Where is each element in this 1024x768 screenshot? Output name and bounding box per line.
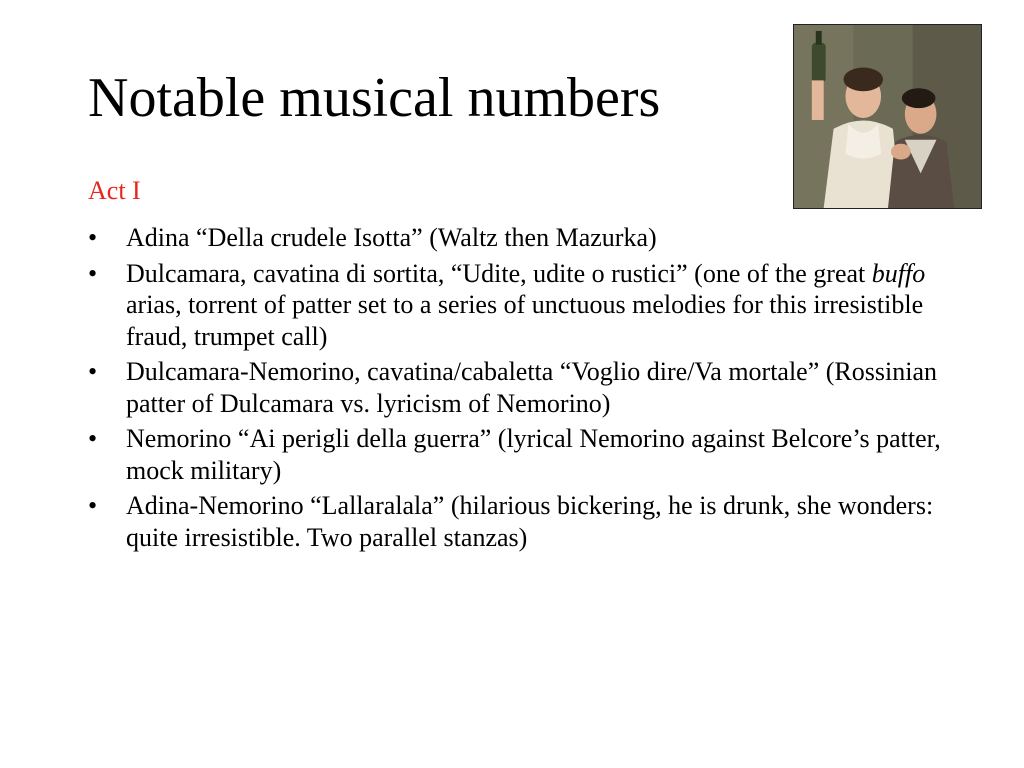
item-text-end: arias, torrent of patter set to a series of unctuous melodies for this irresistible fraud, trumpet call) <box>126 290 924 351</box>
list-item <box>88 490 968 553</box>
list-item <box>88 258 968 353</box>
bullet-icon: • <box>88 223 98 252</box>
list-item <box>88 423 968 486</box>
item-text: Dulcamara-Nemorino, cavatina/cabaletta “Voglio dire/Va mortale” (Rossinian patter of Dulcamara vs. lyricism of Nemorino) <box>126 357 937 418</box>
slide-title: Notable musical numbers <box>88 67 661 129</box>
photo-image <box>794 25 981 208</box>
opera-singers-photo <box>793 24 982 209</box>
numbers-list <box>88 222 968 557</box>
item-text-start: Dulcamara, cavatina di sortita, “Udite, udite o rustici” (one of the great <box>126 258 872 288</box>
act-heading: Act I <box>88 176 141 205</box>
item-text: Nemorino “Ai perigli della guerra” (lyrical Nemorino against Belcore’s patter, mock military) <box>126 424 941 485</box>
bullet-icon: • <box>88 424 98 453</box>
item-text: Adina “Della crudele Isotta” (Waltz then Mazurka) <box>126 223 657 252</box>
bullet-icon: • <box>88 491 98 520</box>
bullet-icon: • <box>88 258 98 288</box>
item-text <box>126 259 925 351</box>
list-item <box>88 356 968 419</box>
item-emphasis: buffo <box>871 258 926 288</box>
bullet-icon: • <box>88 357 98 386</box>
list-item <box>88 222 968 254</box>
item-text: Adina-Nemorino “Lallaralala” (hilarious bickering, he is drunk, she wonders: quite irresistible. Two parallel stanzas) <box>126 491 934 552</box>
